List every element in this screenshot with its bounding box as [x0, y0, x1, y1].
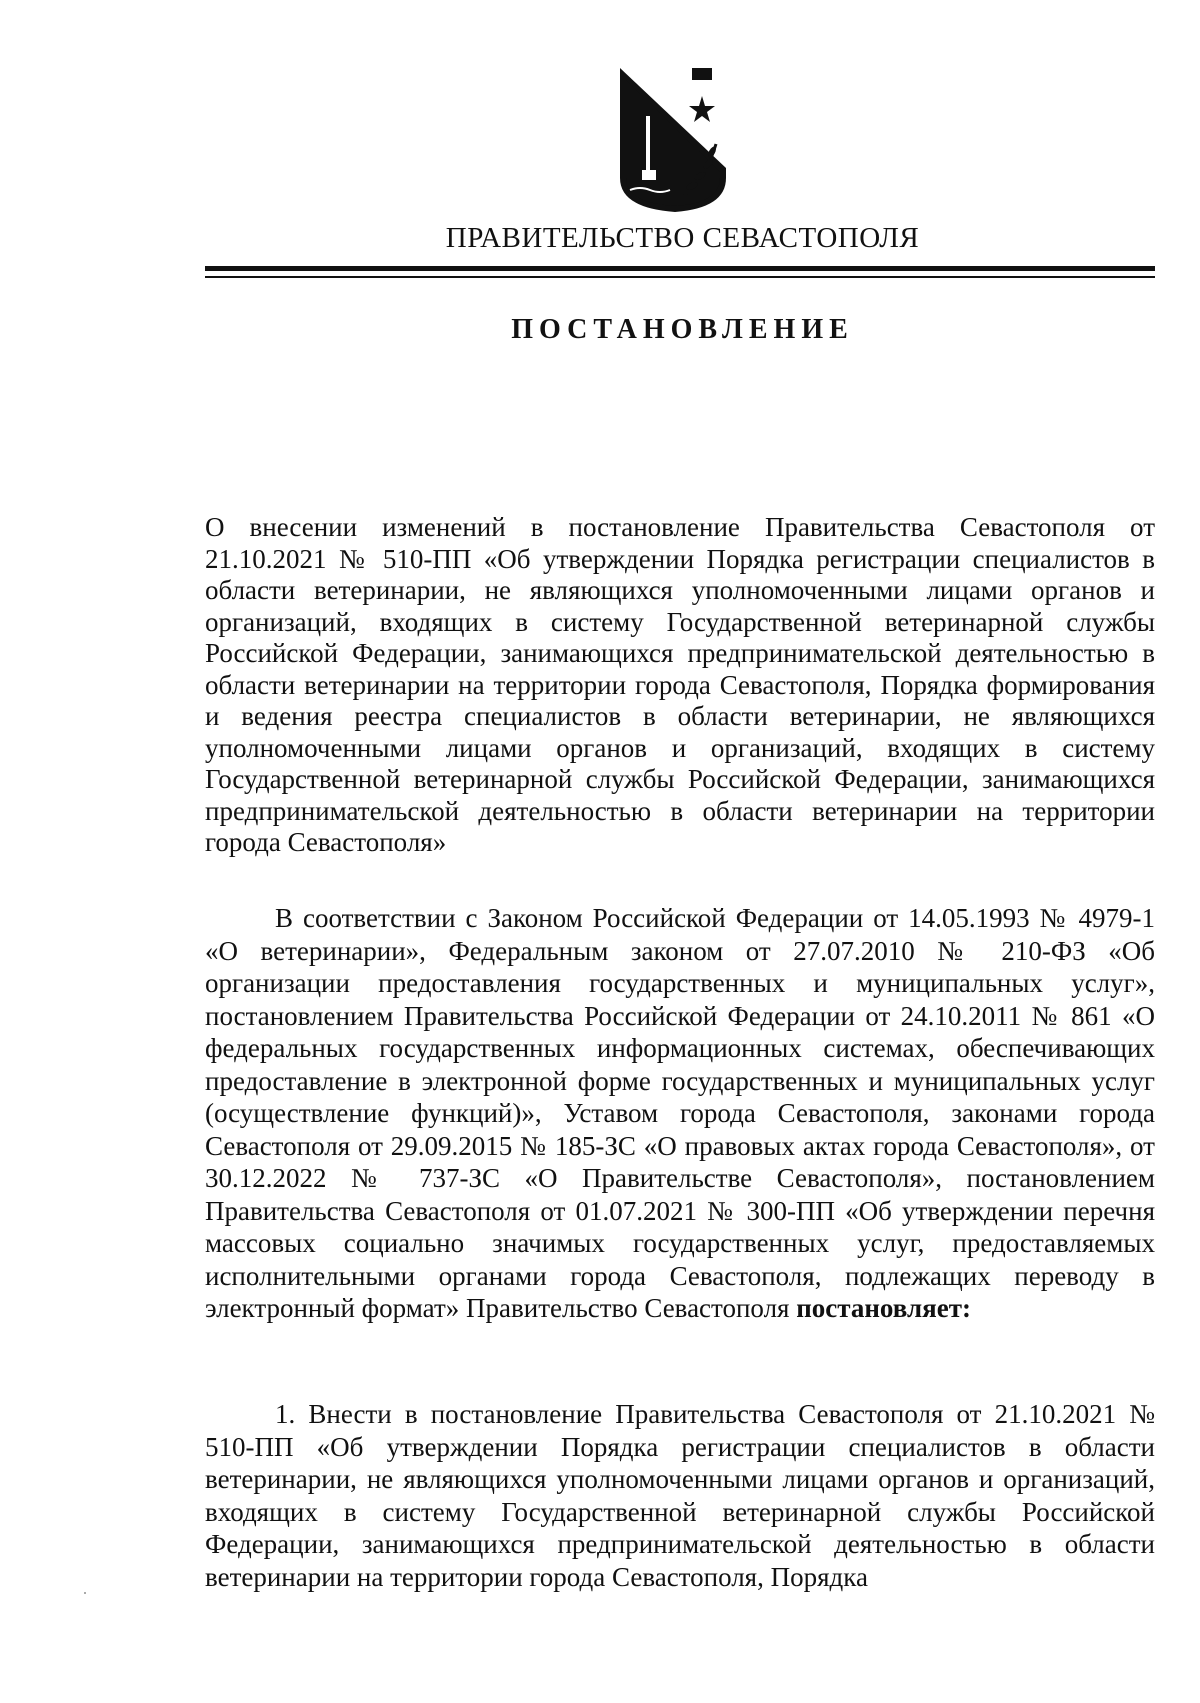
sevastopol-emblem-icon: [620, 66, 730, 216]
document-type-title: ПОСТАНОВЛЕНИЕ: [511, 314, 854, 345]
header-rule-thick: [205, 266, 1155, 271]
scan-artifact: [84, 1592, 86, 1594]
item-1-paragraph: 1. Внести в постановление Правительства Севастополя от 21.10.2021 № 510-ПП «Об утверждении Порядка регистрации специалистов в области ветеринарии, не являющихся уполномоченными лицами органов и организаций, входящих в систему Государственной ветеринарной службы Российской Федерации, занимающихся предпринимательской деятельностью в области ветеринарии на территории города Севастополя, Порядка: [205, 1399, 1155, 1592]
preamble-text: В соответствии с Законом Российской Федерации от 14.05.1993 № 4979-1 «О ветеринарии», Федеральным законом от 27.07.2010 № 210-ФЗ «Об организации предоставления государственных и муниципальных услуг», постановлением Правительства Российской Федерации от 24.10.2011 № 861 «О федеральных государственных информационных системах, обеспечивающих предоставление в электронной форме государственных и муниципальных услуг (осуществление функций)», Уставом города Севастополя, законами города Севастополя от 29.09.2015 № 185-ЗС «О правовых актах города Севастополя», от 30.12.2022 № 737-ЗС «О Правительстве Севастополя», постановлением Правительства Севастополя от 01.07.2021 № 300-ПП «Об утверждении перечня массовых социально значимых государственных услуг, предоставляемых исполнительными органами города Севастополя, подлежащих переводу в электронный формат» Правительство Севастополя: [205, 903, 1155, 1323]
preamble-paragraph: [205, 902, 1155, 1325]
government-title: ПРАВИТЕЛЬСТВО СЕВАСТОПОЛЯ: [445, 222, 920, 254]
document-subject: О внесении изменений в постановление Правительства Севастополя от 21.10.2021 № 510-ПП «Об утверждении Порядка регистрации специалистов в области ветеринарии, не являющихся уполномоченными лицами органов и организаций, входящих в систему Государственной ветеринарной службы Российской Федерации, занимающихся предпринимательской деятельностью в области ветеринарии на территории города Севастополя, Порядка формирования и ведения реестра специалистов в области ветеринарии, не являющихся уполномоченными лицами органов и организаций, входящих в систему Государственной ветеринарной службы Российской Федерации, занимающихся предпринимательской деятельностью в области ветеринарии на территории города Севастополя»: [205, 512, 1155, 857]
header-rule-thin: [205, 276, 1155, 278]
decision-word: постановляет:: [796, 1293, 971, 1323]
